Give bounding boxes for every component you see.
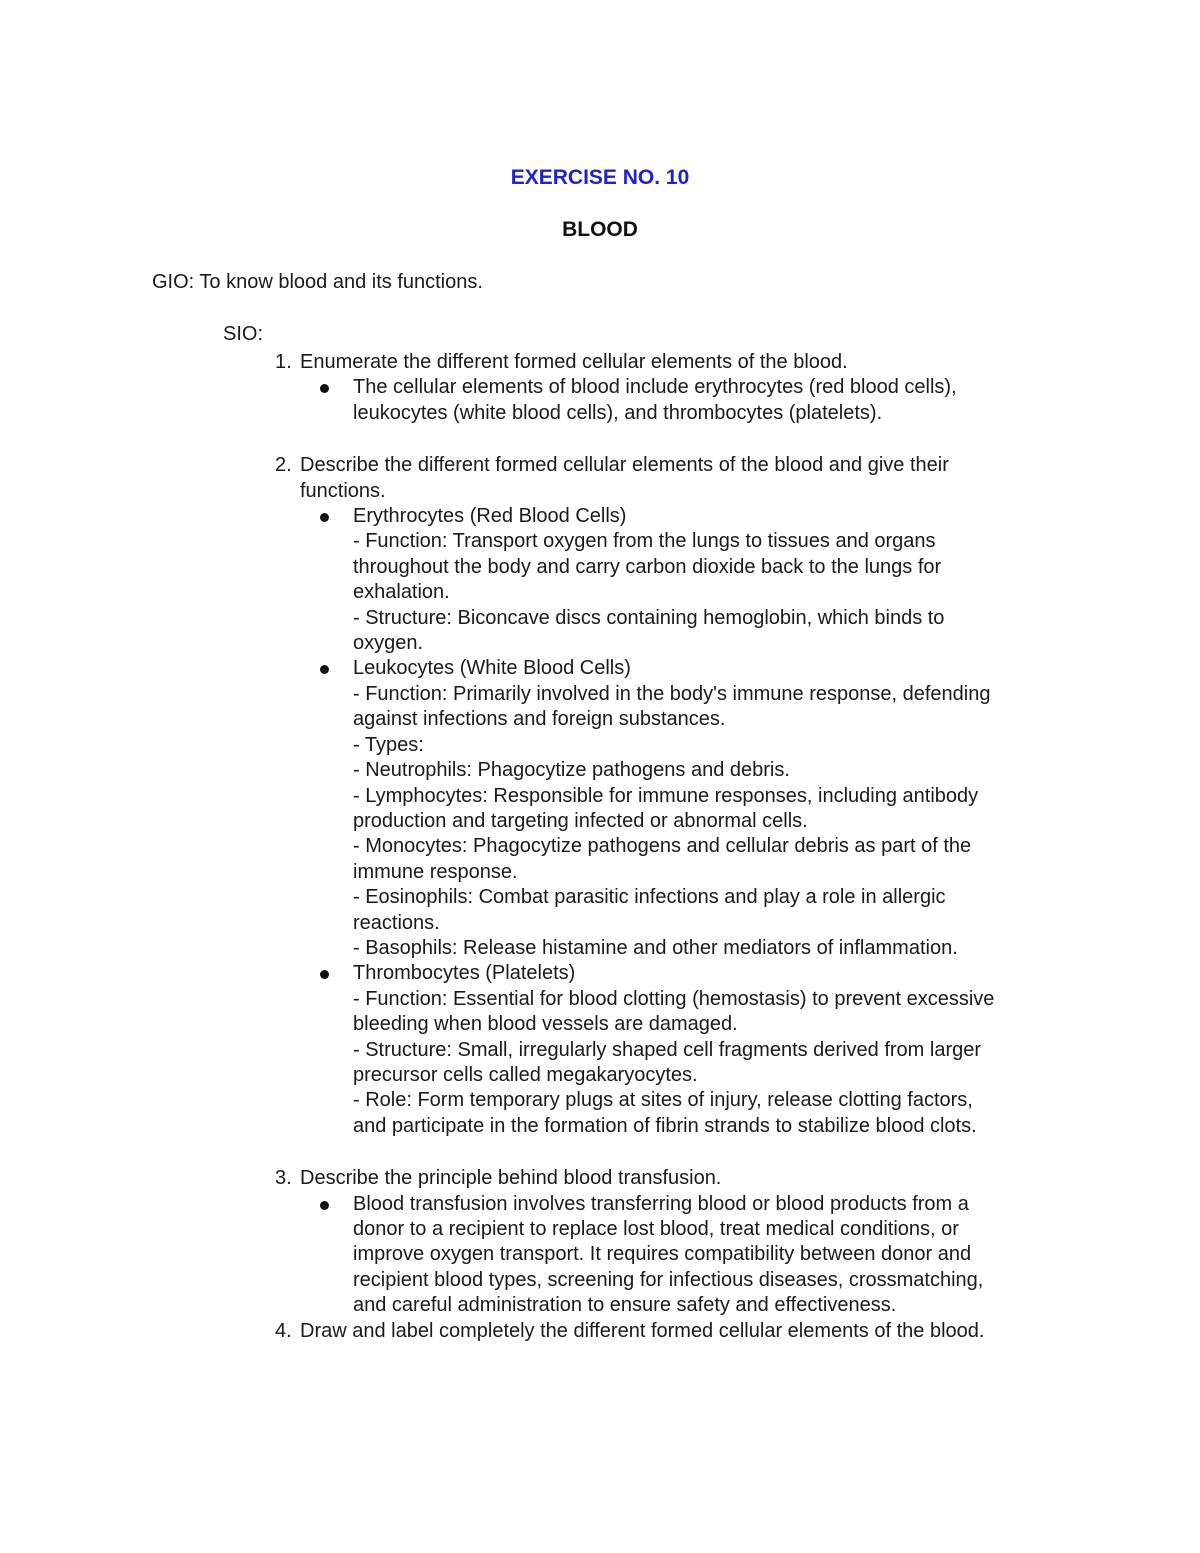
answer-line: - Types: (353, 733, 424, 756)
bullet-dot-icon (320, 970, 329, 979)
question-number: 4. (275, 1319, 292, 1342)
answer-line: - Structure: Biconcave discs containing hemoglobin, which binds to (353, 606, 945, 629)
answer-line: exhalation. (353, 581, 450, 604)
exercise-title: EXERCISE NO. 10 (510, 166, 690, 189)
answer-line: - Function: Primarily involved in the body's immune response, defending (353, 682, 991, 705)
answer-line: - Neutrophils: Phagocytize pathogens and debris. (353, 759, 790, 782)
answer-line: - Lymphocytes: Responsible for immune responses, including antibody (353, 784, 979, 807)
answer-line: Thrombocytes (Platelets) (353, 962, 576, 985)
bullet-dot-icon (320, 513, 329, 522)
questions-list (0, 350, 1200, 1344)
answer-block (0, 504, 1060, 1139)
answer-line: reactions. (353, 911, 440, 934)
bullet-dot-icon (320, 665, 329, 674)
answer-line: Leukocytes (White Blood Cells) (353, 657, 631, 680)
question-number: 2. (275, 454, 292, 477)
answer-line: The cellular elements of blood include erythrocytes (red blood cells), (353, 376, 957, 399)
question-number: 1. (275, 351, 292, 373)
answer-line: donor to a recipient to replace lost blood, treat medical conditions, or (353, 1218, 959, 1240)
answer-line: - Structure: Small, irregularly shaped cell fragments derived from larger (353, 1038, 982, 1061)
answer-line: - Role: Form temporary plugs at sites of injury, release clotting factors, (353, 1089, 973, 1112)
answer-block (0, 1192, 1060, 1319)
question-item (0, 453, 1060, 504)
answer-line: production and targeting infected or abnormal cells. (353, 809, 808, 832)
bullet-item (300, 656, 1053, 961)
answer-line: against infections and foreign substances. (353, 708, 726, 731)
bullet-item (300, 504, 1053, 656)
topic-title: BLOOD (562, 218, 638, 241)
answer-line: - Function: Transport oxygen from the lungs to tissues and organs (353, 530, 936, 553)
specific-objectives-label: SIO: (223, 323, 264, 345)
bullet-item (300, 961, 1053, 1139)
question-number: 3. (275, 1167, 292, 1190)
question-text: Enumerate the different formed cellular elements of the blood. (300, 351, 848, 373)
bullet-dot-icon (320, 1201, 329, 1210)
answer-line: Erythrocytes (Red Blood Cells) (353, 505, 627, 528)
general-objective: GIO: To know blood and its functions. (152, 271, 483, 293)
bullet-item (300, 375, 1053, 426)
question-text: Describe the principle behind blood transfusion. (300, 1167, 722, 1190)
answer-line: oxygen. (353, 632, 424, 655)
answer-line: - Function: Essential for blood clotting (hemostasis) to prevent excessive (353, 987, 995, 1010)
answer-line: Blood transfusion involves transferring blood or blood products from a (353, 1192, 969, 1215)
answer-line: bleeding when blood vessels are damaged. (353, 1013, 738, 1036)
answer-line: leukocytes (white blood cells), and thrombocytes (platelets). (353, 401, 883, 424)
answer-line: throughout the body and carry carbon dioxide back to the lungs for (353, 555, 942, 578)
bullet-item (300, 1192, 1053, 1319)
answer-line: improve oxygen transport. It requires compatibility between donor and (353, 1243, 972, 1266)
answer-line: and participate in the formation of fibrin strands to stabilize blood clots. (353, 1114, 977, 1137)
question-item (0, 350, 1060, 375)
answer-line: immune response. (353, 860, 518, 883)
question-text: Draw and label completely the different formed cellular elements of the blood. (300, 1319, 985, 1342)
answer-block (0, 375, 1060, 426)
answer-line: - Basophils: Release histamine and other mediators of inflammation. (353, 936, 958, 959)
answer-line: - Monocytes: Phagocytize pathogens and cellular debris as part of the (353, 835, 972, 858)
answer-line: and careful administration to ensure safety and effectiveness. (353, 1294, 897, 1317)
answer-line: precursor cells called megakaryocytes. (353, 1063, 698, 1086)
bullet-dot-icon (320, 384, 329, 393)
answer-line: recipient blood types, screening for infectious diseases, crossmatching, (353, 1268, 984, 1291)
answer-line: - Eosinophils: Combat parasitic infections and play a role in allergic (353, 886, 946, 909)
question-item (0, 1319, 1060, 1344)
question-text: Describe the different formed cellular elements of the blood and give their functions. (300, 454, 949, 502)
question-item (0, 1166, 1060, 1191)
